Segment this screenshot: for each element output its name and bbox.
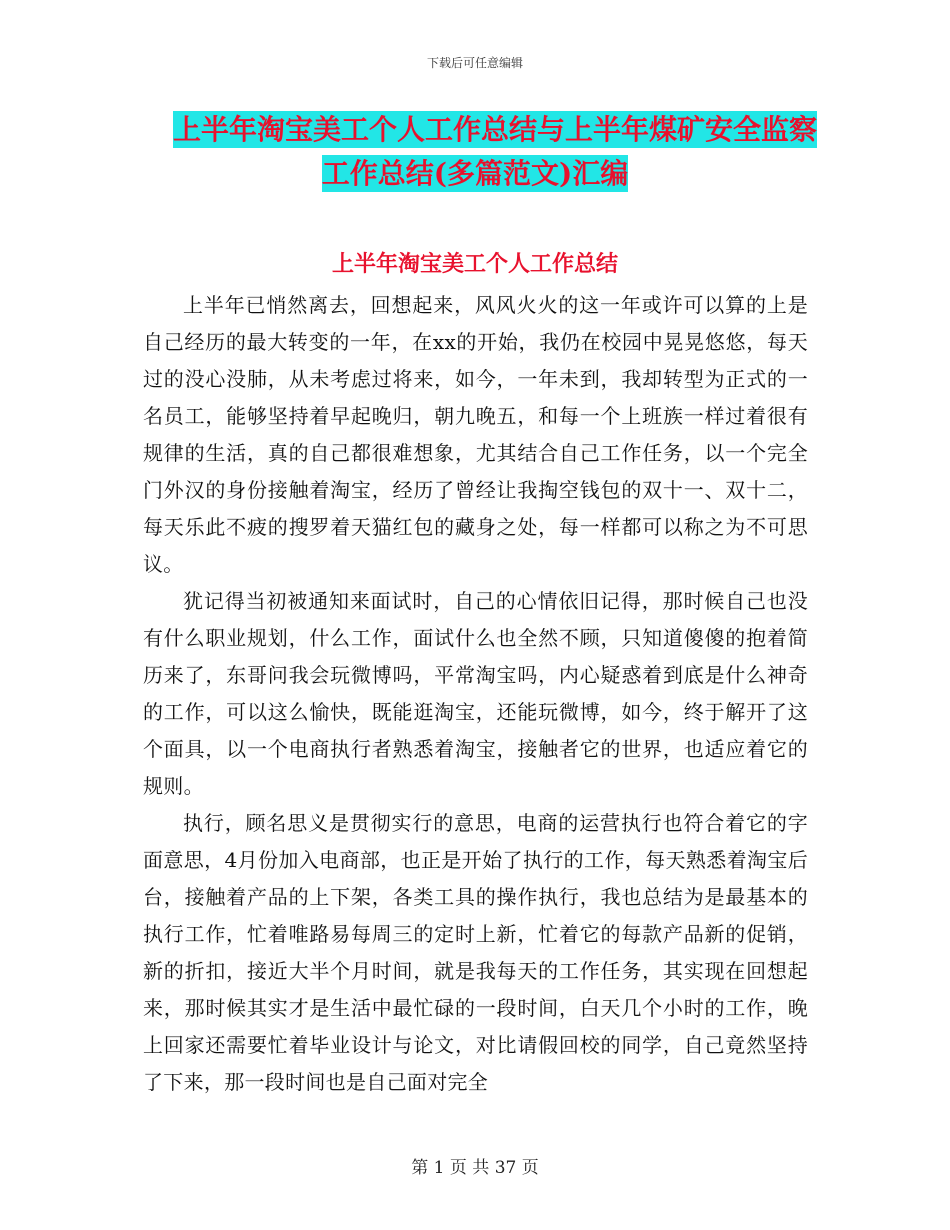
paragraph: 上半年已悄然离去，回想起来，风风火火的这一年或许可以算的上是自己经历的最大转变的一年，在xx的开始，我仍在校园中晃晃悠悠，每天过的没心没肺，从未考虑过将来，如今，一年未到，我却转型为正式的一名员工，能够坚持着早起晚归，朝九晚五，和每一个上班族一样过着很有规律的生活，真的自己都很难想象，尤其结合自己工作任务，以一个完全门外汉的身份接触着淘宝，经历了曾经让我掏空钱包的双十一、双十二，每天乐此不疲的搜罗着天猫红包的藏身之处，每一样都可以称之为不可思议。 [143,293,808,576]
paragraph: 执行，顾名思义是贯彻实行的意思，电商的运营执行也符合着它的字面意思，4月份加入电商部，也正是开始了执行的工作，每天熟悉着淘宝后台，接触着产品的上下架，各类工具的操作执行，我也总结为是最基本的执行工作，忙着唯路易每周三的定时上新，忙着它的每款产品新的促销，新的折扣，接近大半个月时间，就是我每天的工作任务，其实现在回想起来，那时候其实才是生活中最忙碌的一段时间，白天几个小时的工作，晚上回家还需要忙着毕业设计与论文，对比请假回校的同学，自己竟然坚持了下来，那一段时间也是自己面对完全 [143,811,808,1094]
document-title-text-2: 工作总结(多篇范文)汇编 [321,157,629,190]
page-indicator: 第 1 页 共 37 页 [411,1158,539,1178]
header-note: 下载后可任意编辑 [426,56,523,70]
document-title-line-2 [0,156,950,192]
paragraph: 犹记得当初被通知来面试时，自己的心情依旧记得，那时候自己也没有什么职业规划，什么工作，面试什么也全然不顾，只知道傻傻的抱着简历来了，东哥问我会玩微博吗，平常淘宝吗，内心疑惑着到底是什么神奇的工作，可以这么愉快，既能逛淘宝，还能玩微博，如今，终于解开了这个面具，以一个电商执行者熟悉着淘宝，接触者它的世界，也适应着它的规则。 [143,589,808,798]
document-body [143,287,808,1101]
section-title: 上半年淘宝美工个人工作总结 [331,251,618,277]
document-title-text-1: 上半年淘宝美工个人工作总结与上半年煤矿安全监察 [172,113,817,146]
document-title-line-1 [20,112,950,148]
